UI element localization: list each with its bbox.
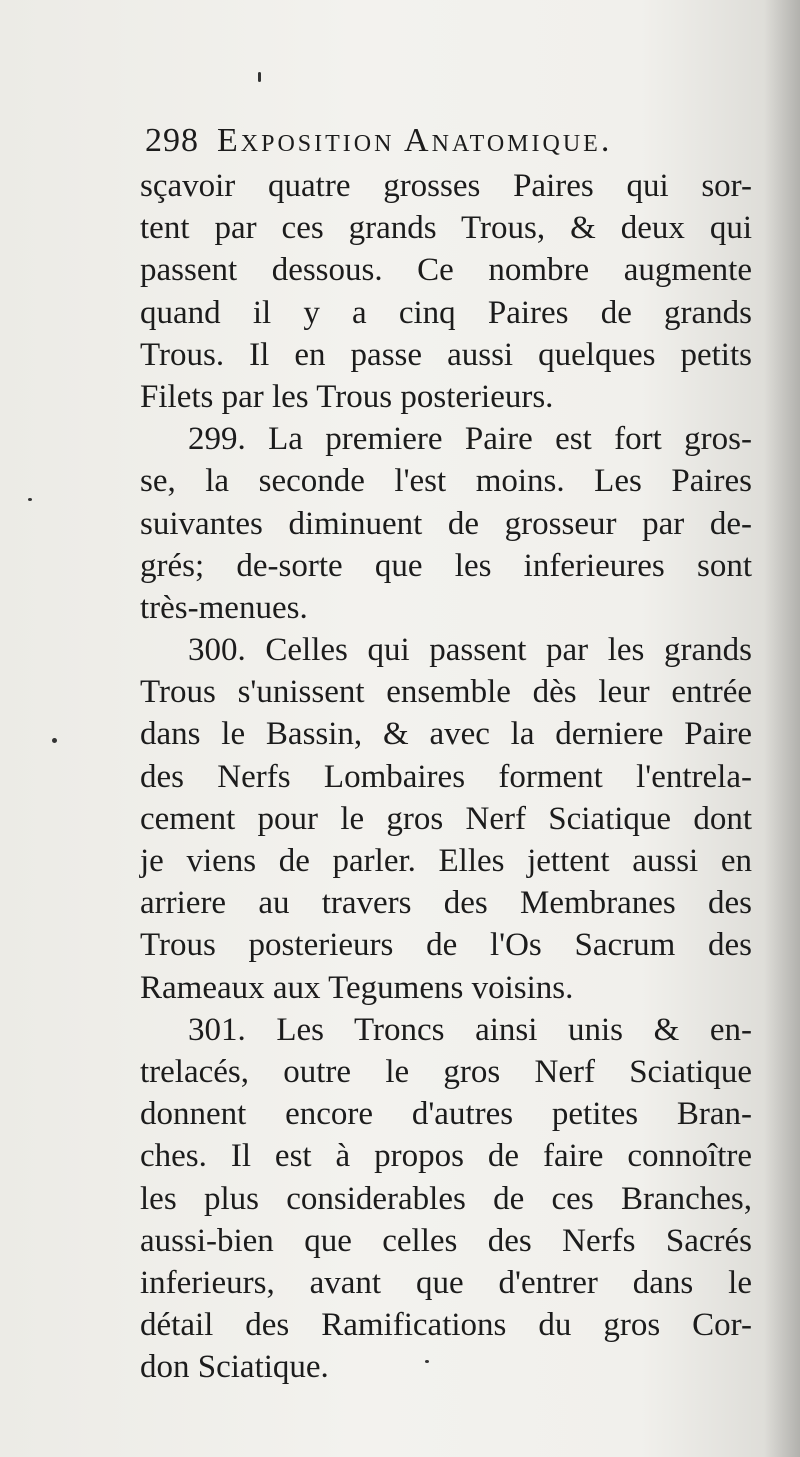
paragraph-301-start: 301. Les Troncs ainsi unis & en- <box>188 1011 752 1048</box>
text-line: je viens de parler. Elles jettent aussi en <box>140 843 752 879</box>
text-line: les plus considerables de ces Branches, <box>140 1180 752 1217</box>
text-line: sçavoir quatre grosses Paires qui sor- <box>140 168 752 204</box>
ink-speck <box>52 738 57 743</box>
body-text <box>140 165 752 1388</box>
text-line: passent dessous. Ce nombre augmente <box>140 252 752 289</box>
text-line: des Nerfs Lombaires forment l'entrela- <box>140 758 752 795</box>
text-line: Rameaux aux Tegumens voisins. <box>140 969 574 1006</box>
page-number: 298 <box>145 122 199 159</box>
ink-speck <box>28 498 32 501</box>
text-line: arriere au travers des Membranes des <box>140 885 752 922</box>
text-line: aussi-bien que celles des Nerfs Sacrés <box>140 1222 752 1259</box>
text-line: grés; de-sorte que les inferieures sont <box>140 547 752 584</box>
text-line: suivantes diminuent de grosseur par de- <box>140 505 752 542</box>
text-line: détail des Ramifications du gros Cor- <box>140 1307 752 1344</box>
text-line: très-menues. <box>140 589 308 626</box>
text-line: Trous. Il en passe aussi quelques petits <box>140 336 752 373</box>
paragraph-299-start: 299. La premiere Paire est fort gros- <box>188 421 752 458</box>
text-line: Trous posterieurs de l'Os Sacrum des <box>140 927 752 964</box>
text-line: quand il y a cinq Paires de grands <box>140 294 752 331</box>
text-line: dans le Bassin, & avec la derniere Paire <box>140 716 752 753</box>
page-edge-shadow <box>764 0 800 1457</box>
text-line: don Sciatique. <box>140 1349 329 1386</box>
running-title: Exposition Anatomique. <box>217 122 613 159</box>
text-line: ches. Il est à propos de faire connoître <box>140 1138 752 1175</box>
text-line: cement pour le gros Nerf Sciatique dont <box>140 800 752 837</box>
text-line: se, la seconde l'est moins. Les Paires <box>140 463 752 500</box>
text-line: Trous s'unissent ensemble dès leur entrée <box>140 674 752 711</box>
paragraph-300-start: 300. Celles qui passent par les grands <box>188 632 752 669</box>
text-line: trelacés, outre le gros Nerf Sciatique <box>140 1053 752 1090</box>
text-line: Filets par les Trous posterieurs. <box>140 378 554 415</box>
running-head <box>145 122 755 160</box>
ink-speck <box>258 72 261 82</box>
text-line: donnent encore d'autres petites Bran- <box>140 1096 752 1133</box>
text-line: inferieurs, avant que d'entrer dans le <box>140 1264 752 1301</box>
text-line: tent par ces grands Trous, & deux qui <box>140 210 752 247</box>
